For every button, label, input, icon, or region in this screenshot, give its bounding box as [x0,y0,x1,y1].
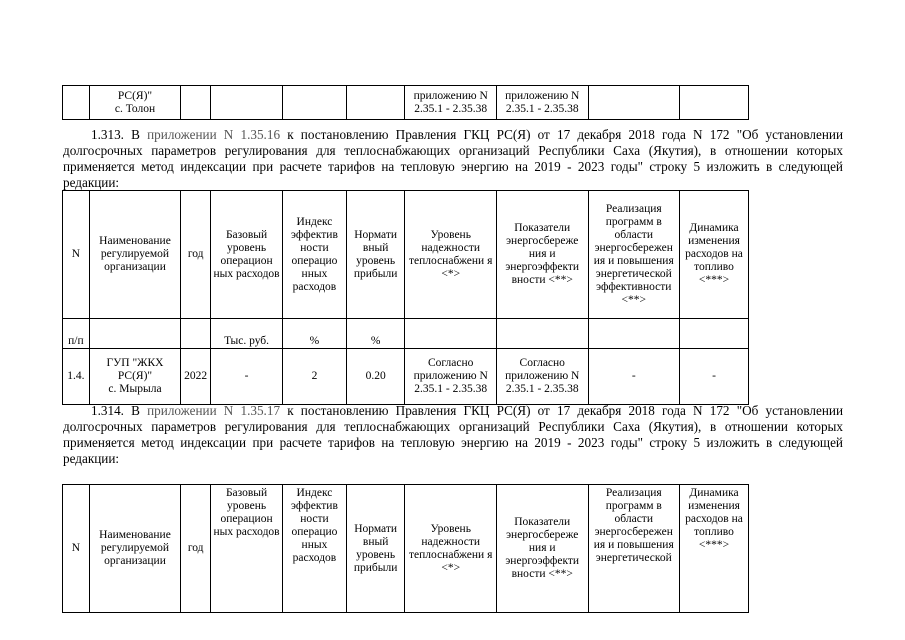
table-header-row [63,485,749,613]
row-n: 1.4. [63,349,90,405]
header-org: Наименование регулируемой организации [89,485,181,613]
row-energy: Согласно приложению N 2.35.1 - 2.35.38 [496,349,588,405]
header-energy: Показатели энергосбереже ния и энергоэффекти вности <**> [496,191,588,319]
org-cell: РС(Я)" с. Толон [89,86,181,120]
header-programs: Реализация программ в области энергосбережен ия и повышения энергетической эффективности <**> [588,191,680,319]
row-base: - [211,349,283,405]
unit-base: Тыс. руб. [211,319,283,349]
header-n: N [63,191,90,319]
row-reliab: Согласно приложению N 2.35.1 - 2.35.38 [405,349,497,405]
header-programs: Реализация программ в области энергосбережен ия и повышения энергетической [588,485,680,613]
header-base: Базовый уровень операцион ных расходов [211,191,283,319]
header-eff: Индекс эффектив ности операцио нных расходов [283,191,347,319]
header-profit: Нормати вный уровень прибыли [346,485,405,613]
header-year: год [181,191,211,319]
row-profit: 0.20 [346,349,405,405]
table-1-35-17 [62,484,749,613]
header-org: Наименование регулируемой организации [89,191,181,319]
row-org: ГУП "ЖКХ РС(Я)" с. Мырыла [89,349,181,405]
paragraph-text: к постановлению Правления ГКЦ РС(Я) от 17 декабря 2018 года N 172 "Об установлении долгосрочных параметров регулирования для теплоснабжающих организаций Республики Саха (Якутия), в отношении которых применяется метод индексации при расчете тарифов на тепловую энергию на 2019 - 2023 годы" строку 5 изложить в следующей редакции: [63,403,844,466]
unit-eff: % [283,319,347,349]
reliab-cell: приложению N 2.35.1 - 2.35.38 [405,86,497,120]
row-programs: - [588,349,680,405]
energy-cell: приложению N 2.35.1 - 2.35.38 [496,86,588,120]
paragraph-number: 1.314. В [91,403,140,418]
unit-profit: % [346,319,405,349]
paragraph-number: 1.313. В [91,127,140,142]
unit-n: п/п [63,319,90,349]
header-reliab: Уровень надежности теплоснабжени я <*> [405,485,497,613]
paragraph-text: к постановлению Правления ГКЦ РС(Я) от 17 декабря 2018 года N 172 "Об установлении долгосрочных параметров регулирования для теплоснабжающих организаций Республики Саха (Якутия), в отношении которых применяется метод индексации при расчете тарифов на тепловую энергию на 2019 - 2023 годы" строку 5 изложить в следующей редакции: [63,127,844,190]
appendix-link[interactable]: приложении N 1.35.17 [147,403,281,418]
header-fuel: Динамика изменения расходов на топливо <***> [680,191,749,319]
row-year: 2022 [181,349,211,405]
header-n: N [63,485,90,613]
appendix-link[interactable]: приложении N 1.35.16 [147,127,281,142]
header-profit: Нормати вный уровень прибыли [346,191,405,319]
header-base: Базовый уровень операцион ных расходов [211,485,283,613]
row-eff: 2 [283,349,347,405]
header-reliab: Уровень надежности теплоснабжени я <*> [405,191,497,319]
header-eff: Индекс эффектив ности операцио нных расходов [283,485,347,613]
row-fuel: - [680,349,749,405]
header-year: год [181,485,211,613]
header-fuel: Динамика изменения расходов на топливо <***> [680,485,749,613]
header-energy: Показатели энергосбереже ния и энергоэффекти вности <**> [496,485,588,613]
